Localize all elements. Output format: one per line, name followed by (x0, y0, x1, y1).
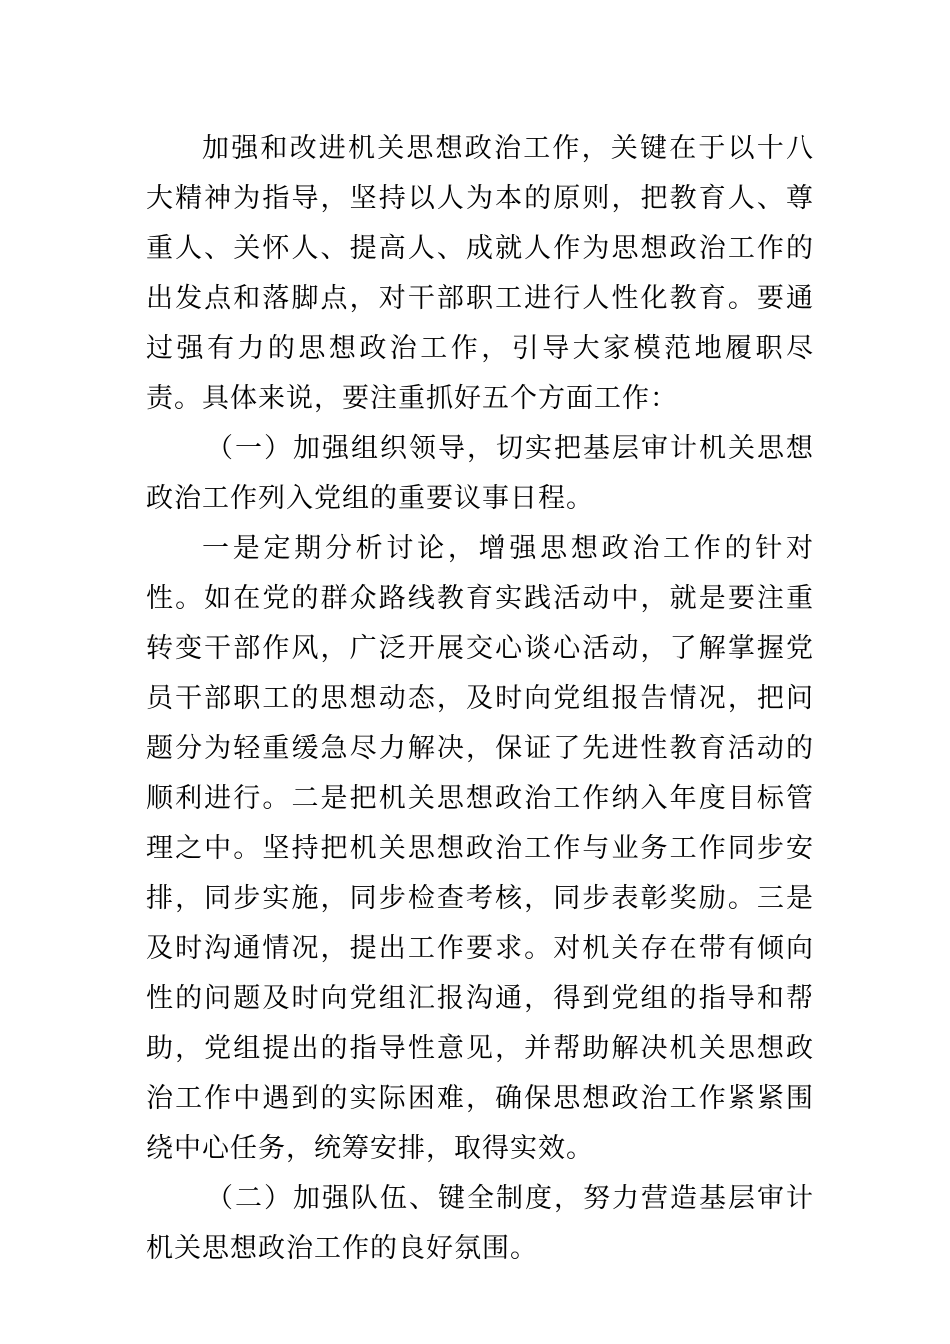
section-heading: （二）加强队伍、键全制度，努力营造基层审计机关思想政治工作的良好氛围。 (146, 1183, 814, 1264)
body-paragraph: 一是定期分析讨论，增强思想政治工作的针对性。如在党的群众路线教育实践活动中，就是要注重转变干部作风，广泛开展交心谈心活动，了解掌握党员干部职工的思想动态，及时向党组报告情况，把问题分为轻重缓急尽力解决，保证了先进性教育活动的顺利进行。二是把机关思想政治工作纳入年度目标管理之中。坚持把机关思想政治工作与业务工作同步安排，同步实施，同步检查考核，同步表彰奖励。三是及时沟通情况，提出工作要求。对机关存在带有倾向性的问题及时向党组汇报沟通，得到党组的指导和帮助，党组提出的指导性意见，并帮助解决机关思想政治工作中遇到的实际困难，确保思想政治工作紧紧围绕中心任务，统筹安排，取得实效。 (146, 533, 814, 1164)
section-heading: （一）加强组织领导，切实把基层审计机关思想政治工作列入党组的重要议事日程。 (146, 433, 814, 514)
document-page (146, 124, 814, 1274)
body-paragraph: 加强和改进机关思想政治工作，关键在于以十八大精神为指导，坚持以人为本的原则，把教育人、尊重人、关怀人、提高人、成就人作为思想政治工作的出发点和落脚点，对干部职工进行人性化教育。要通过强有力的思想政治工作，引导大家模范地履职尽责。具体来说，要注重抓好五个方面工作： (146, 133, 814, 414)
